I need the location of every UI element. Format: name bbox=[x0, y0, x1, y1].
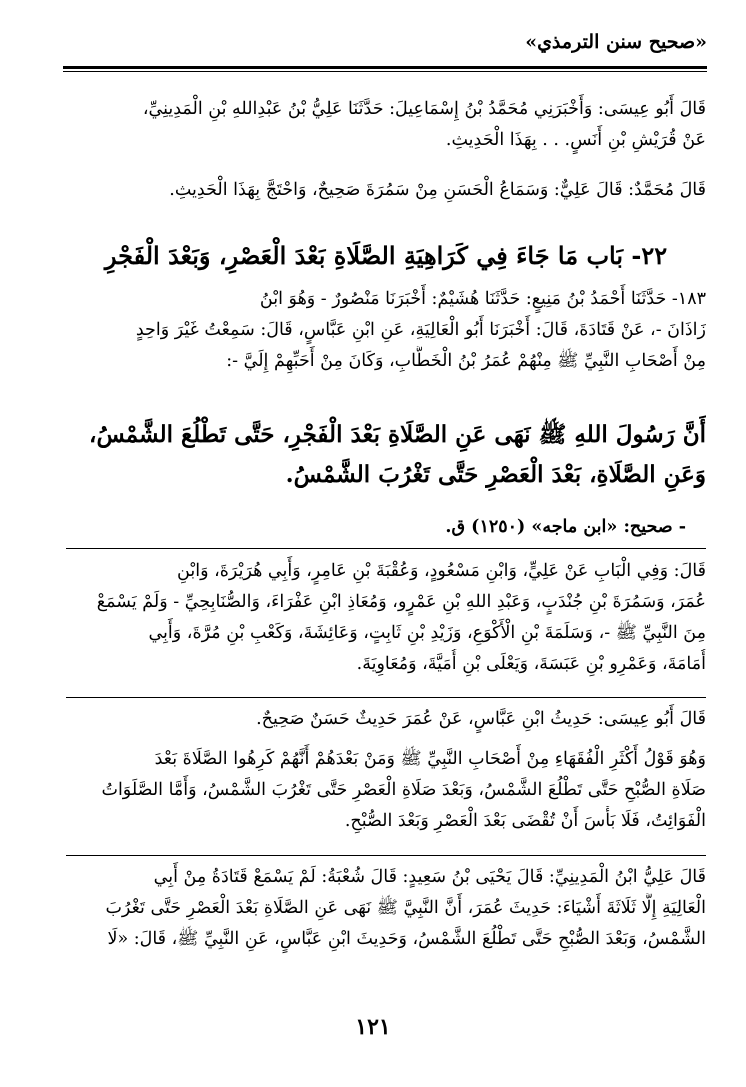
text-line: أَنَّ رَسُولَ اللهِ ﷺ نَهَى عَنِ الصَّلَاةِ بَعْدَ الْفَجْرِ، حَتَّى تَطْلُعَ الشَّمْسُ، bbox=[89, 421, 706, 448]
chapter-heading: ٢٢- بَاب مَا جَاءَ فِي كَرَاهِيَةِ الصَّلَاةِ بَعْدَ الْعَصْرِ، وَبَعْدَ الْفَجْرِ bbox=[104, 241, 668, 270]
book-title: «صحيح سنن الترمذي» bbox=[525, 31, 707, 53]
text-line: الْفَوَائِتُ، فَلَا بَأْسَ أَنْ تُقْضَى بَعْدَ الْعَصْرِ وَبَعْدَ الصُّبْحِ. bbox=[344, 811, 706, 831]
grading bbox=[66, 512, 706, 543]
hadith-isnad bbox=[66, 284, 706, 377]
text-line: مِنَ النَّبِيِّ ﷺ -، وَسَلَمَةَ بْنِ الْأَكْوَعِ، وَزَيْدِ بْنِ ثَابِتٍ، وَعَائِشَةَ، وَكَعْبِ بْنِ مُرَّةَ، وَأَبِي bbox=[148, 623, 706, 643]
text-line: قَالَ مُحَمَّدٌ: قَالَ عَلِيٌّ: وَسَمَاعُ الْحَسَنِ مِنْ سَمُرَةَ صَحِيحٌ، وَاحْتَجَّ بِهَذَا الْحَدِيثِ. bbox=[169, 180, 706, 200]
section-divider bbox=[66, 697, 706, 698]
commentary-paragraph-1 bbox=[66, 556, 706, 680]
page-number: ١٢١ bbox=[355, 1014, 391, 1040]
text-line: الْعَالِيَةِ إِلَّا ثَلَاثَةَ أَشْيَاءَ: حَدِيثَ عُمَرَ، أَنَّ النَّبِيَّ ﷺ نَهَى عَنِ الصَّلَاةِ بَعْدَ الْعَصْرِ حَتَّى تَغْرُبَ bbox=[105, 898, 706, 918]
text-line: قَالَ أَبُو عِيسَى: حَدِيثُ ابْنِ عَبَّاسٍ، عَنْ عُمَرَ حَدِيثٌ حَسَنٌ صَحِيحٌ. bbox=[256, 709, 706, 729]
grading-text: - صحيح: «ابن ماجه» (١٢٥٠) ق. bbox=[445, 517, 686, 537]
text-line: وَهُوَ قَوْلُ أَكْثَرِ الْفُقَهَاءِ مِنْ أَصْحَابِ النَّبِيِّ ﷺ وَمَنْ بَعْدَهُمْ أَنَّهُمْ كَرِهُوا الصَّلَاةَ بَعْدَ bbox=[154, 749, 706, 769]
text-line: قَالَ: وَفِي الْبَابِ عَنْ عَلِيٍّ، وَابْنِ مَسْعُودٍ، وَعُقْبَةَ بْنِ عَامِرٍ، وَأَبِي هُرَيْرَةَ، وَابْنِ bbox=[177, 561, 706, 581]
text-line: صَلَاةِ الصُّبْحِ حَتَّى تَطْلُعَ الشَّمْسُ، وَبَعْدَ صَلَاةِ الْعَصْرِ حَتَّى تَغْرُبَ الشَّمْسُ، وَأَمَّا الصَّلَوَاتُ bbox=[101, 780, 706, 800]
header-rule bbox=[63, 66, 707, 69]
intro-paragraph-1 bbox=[66, 94, 706, 156]
text-line: عُمَرَ، وَسَمُرَةَ بْنِ جُنْدَبٍ، وَعَبْدِ اللهِ بْنِ عَمْرٍو، وَمُعَاذِ ابْنِ عَفْرَاءَ، وَالصُّنَابِحِيِّ - وَلَمْ يَسْمَعْ bbox=[96, 592, 706, 612]
section-divider bbox=[66, 548, 706, 549]
commentary-paragraph-4 bbox=[66, 862, 706, 955]
text-line: أُمَامَةَ، وَعَمْرِو بْنِ عَبَسَةَ، وَيَعْلَى بْنِ أُمَيَّةَ، وَمُعَاوِيَةَ. bbox=[356, 654, 706, 674]
text-line: زَاذَانَ -، عَنْ قَتَادَةَ، قَالَ: أَخْبَرَنَا أَبُو الْعَالِيَةِ، عَنِ ابْنِ عَبَّاسٍ، قَالَ: سَمِعْتُ غَيْرَ وَاحِدٍ bbox=[135, 320, 706, 340]
text-line: ١٨٣- حَدَّثَنَا أَحْمَدُ بْنُ مَنِيعٍ: حَدَّثَنَا هُشَيْمٌ: أَخْبَرَنَا مَنْصُورٌ - وَهُوَ ابْنُ bbox=[259, 289, 706, 309]
header-rule-thin bbox=[63, 71, 707, 72]
commentary-paragraph-3 bbox=[66, 744, 706, 837]
text-line: الشَّمْسُ، وَبَعْدَ الصُّبْحِ حَتَّى تَطْلُعَ الشَّمْسُ، وَحَدِيثَ ابْنِ عَبَّاسٍ، عَنِ النَّبِيِّ ﷺ، قَالَ: «لَا bbox=[107, 929, 706, 949]
commentary-paragraph-2 bbox=[66, 704, 706, 735]
text-line: عَنْ قُرَيْشِ بْنِ أَنَسٍ. . . بِهَذَا الْحَدِيثِ. bbox=[445, 130, 706, 150]
section-divider bbox=[66, 855, 706, 856]
text-line: قَالَ أَبُو عِيسَى: وَأَخْبَرَنِي مُحَمَّدُ بْنُ إِسْمَاعِيلَ: حَدَّثَنَا عَلِيُّ بْنُ عَبْدِاللهِ بْنِ الْمَدِينِيِّ، bbox=[142, 99, 706, 119]
hadith-matn bbox=[66, 415, 706, 495]
text-line: مِنْ أَصْحَابِ النَّبِيِّ ﷺ مِنْهُمْ عُمَرُ بْنُ الْخَطَّابِ، وَكَانَ مِنْ أَحَبِّهِمْ إِلَيَّ -: bbox=[226, 351, 706, 371]
intro-paragraph-2 bbox=[66, 175, 706, 206]
running-header bbox=[63, 25, 707, 65]
text-line: وَعَنِ الصَّلَاةِ، بَعْدَ الْعَصْرِ حَتَّى تَغْرُبَ الشَّمْسُ. bbox=[285, 461, 706, 488]
text-line: قَالَ عَلِيُّ ابْنُ الْمَدِينِيِّ: قَالَ يَحْيَى بْنُ سَعِيدٍ: قَالَ شُعْبَةُ: لَمْ يَسْمَعْ قَتَادَةُ مِنْ أَبِي bbox=[153, 867, 706, 887]
